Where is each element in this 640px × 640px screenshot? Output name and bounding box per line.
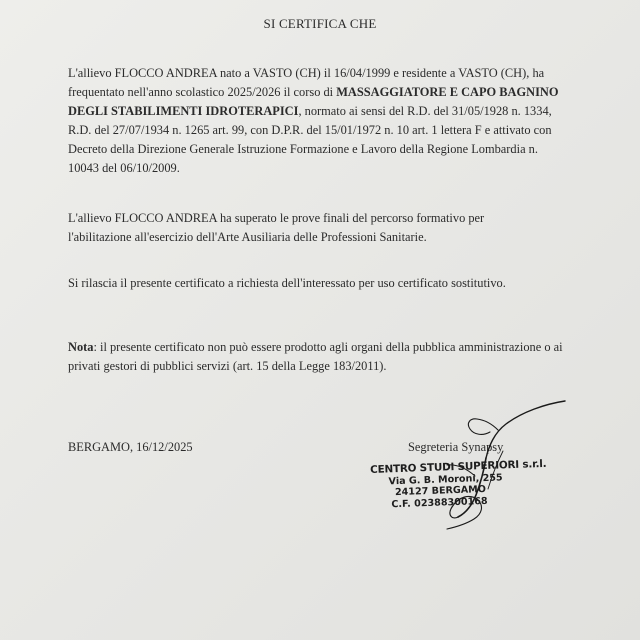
paragraph-line: 10043 del 06/10/2009.	[68, 161, 180, 175]
paragraph-text: frequentato nell'anno scolastico 2025/2026 il corso di	[68, 85, 337, 99]
paragraph-line: Si rilascia il presente certificato a richiesta dell'interessato per uso certificato sostitutivo.	[68, 276, 506, 290]
paragraph-text: , normato ai sensi del R.D. del 31/05/1928 n. 1334,	[298, 104, 552, 118]
course-name: DEGLI STABILIMENTI IDROTERAPICI	[68, 104, 299, 118]
paragraph-line: Decreto della Direzione Generale Istruzione Formazione e Lavoro della Regione Lombardia n.	[68, 142, 538, 156]
place-and-date: BERGAMO, 16/12/2025	[68, 440, 193, 454]
exam-paragraph	[68, 209, 588, 247]
note-paragraph	[68, 338, 588, 376]
paragraph-line	[68, 83, 588, 102]
paragraph-line: privati gestori di pubblici servizi (art. 15 della Legge 183/2011).	[68, 359, 387, 373]
paragraph-line: R.D. del 27/07/1934 n. 1265 art. 99, con D.P.R. del 15/01/1972 n. 10 art. 1 lettera F e attivato con	[68, 123, 552, 137]
company-stamp	[370, 459, 548, 511]
stamp-line: Via G. B. Moroni, 255	[388, 471, 503, 487]
paragraph-line	[68, 102, 588, 121]
segreteria-label: Segreteria Synapsy	[408, 440, 504, 454]
paragraph-line: l'abilitazione all'esercizio dell'Arte Ausiliaria delle Professioni Sanitarie.	[68, 230, 427, 244]
note-label: Nota	[68, 340, 94, 354]
paragraph-line: L'allievo FLOCCO ANDREA ha superato le prove finali del percorso formativo per	[68, 211, 485, 225]
paragraph-line	[68, 338, 588, 357]
note-text: : il presente certificato non può essere prodotto agli organi della pubblica amministrazione o ai	[93, 340, 563, 354]
stamp-line: CENTRO STUDI SUPERIORI s.r.l.	[369, 457, 547, 476]
paragraph-line: L'allievo FLOCCO ANDREA nato a VASTO (CH) il 16/04/1999 e residente a VASTO (CH), ha	[68, 66, 545, 80]
course-name: MASSAGGIATORE E CAPO BAGNINO	[336, 85, 559, 99]
issue-paragraph	[68, 274, 588, 293]
stamp-line: C.F. 02388300168	[391, 495, 488, 510]
stamp-line: 24127 BERGAMO	[394, 483, 487, 499]
certificate-title: SI CERTIFICA CHE	[263, 16, 377, 31]
enrollment-paragraph	[68, 64, 588, 178]
